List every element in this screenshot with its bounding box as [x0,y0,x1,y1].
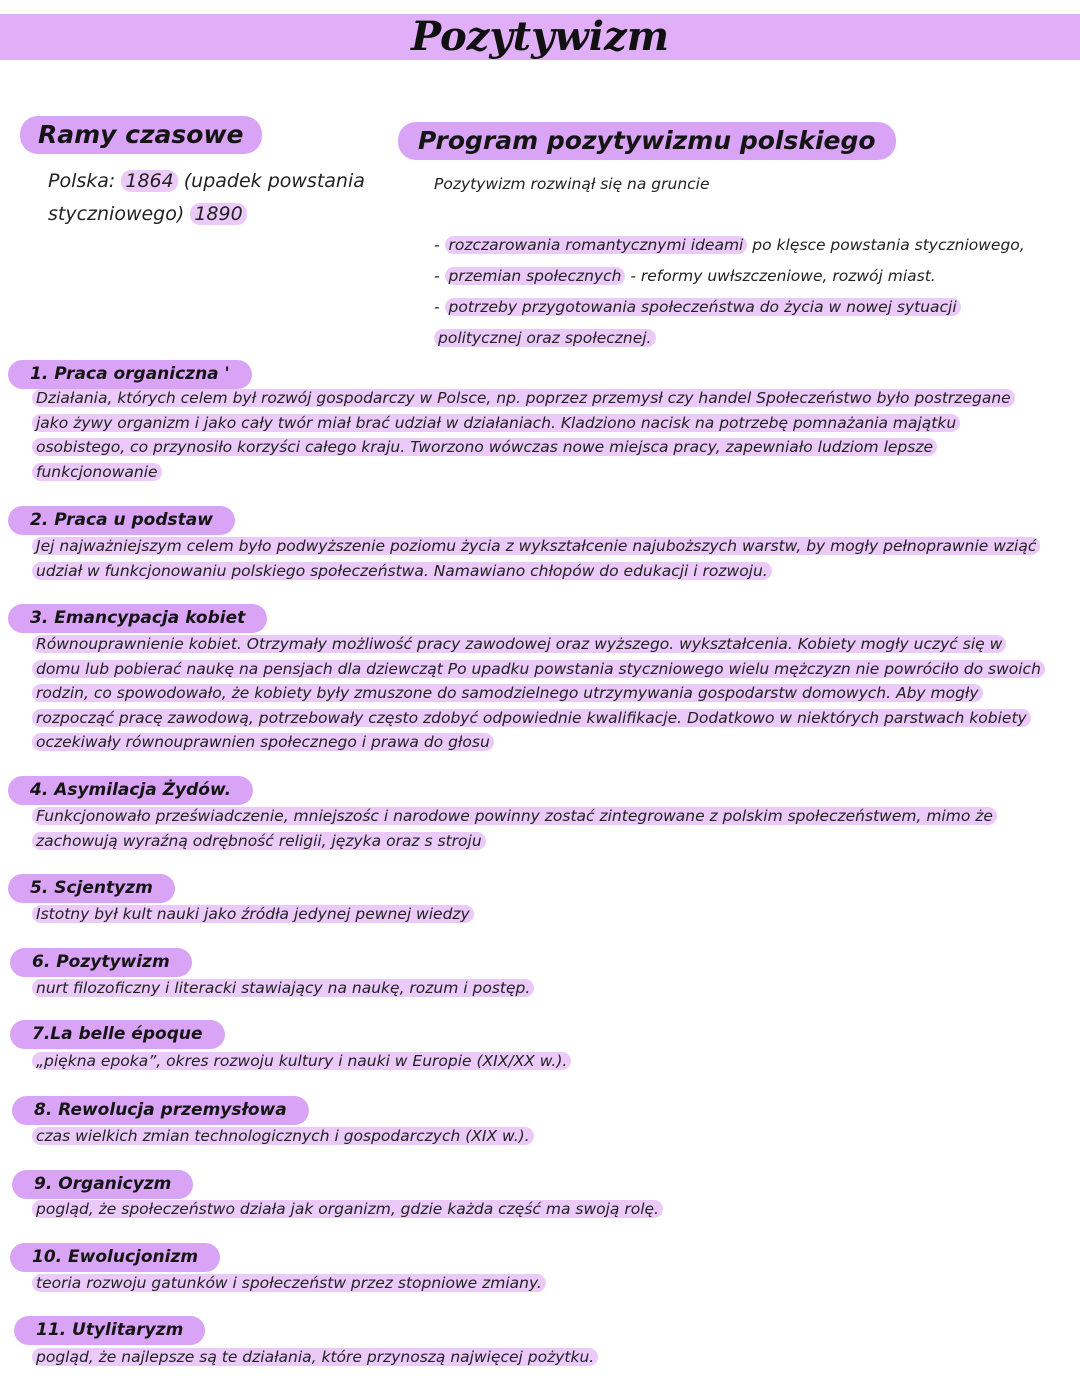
program-item: - potrzeby przygotowania społeczeństwa do życia w nowej sytuacji [434,292,1025,323]
section-text-praca-organiczna: Działania, których celem był rozwój gospodarczy w Polsce, np. poprzez przemysł czy handel Społeczeństwo było postrzegane jako żywy organizm i jako cały twór miał brać udział w działaniach. Kladziono nacisk na potrzebę pomnażania majątku osobistego, co przynosiło korzyści całego kraju. Tworzono wówczas nowe miejsca pracy, zapewniało ludziom lepsze funkcjonowanie [32,386,1042,484]
section-heading-organicyzm: 9. Organicyzm [12,1170,193,1199]
section-heading-emancypacja: 3. Emancypacja kobiet [8,604,267,633]
timeframe-heading: Ramy czasowe [20,116,262,154]
start-year: 1864 [121,170,177,192]
end-year: 1890 [190,203,246,225]
page-title: Pozytywizm [410,13,670,60]
section-heading-asymilacja: 4. Asymilacja Żydów. [8,776,253,805]
section-text-utylitaryzm: pogląd, że najlepsze są te działania, które przynoszą najwięcej pożytku. [32,1345,1042,1370]
section-heading-pozytywizm: 6. Pozytywizm [10,948,192,977]
section-text-organicyzm: pogląd, że społeczeństwo działa jak organizm, gdzie każda część ma swoją rolę. [32,1197,1042,1222]
section-heading-ewolucjonizm: 10. Ewolucjonizm [10,1243,220,1272]
timeframe-text [48,165,388,231]
section-text-emancypacja: Równouprawnienie kobiet. Otrzymały możliwość pracy zawodowej oraz wyższego. wykształcenia. Kobiety mogły uczyć się w domu lub pobierać naukę na pensjach dla dziewcząt Po upadku powstania styczniowego wielu mężczyzn nie powróciło do swoich rodzin, co spowodowało, że kobiety były zmuszone do samodzielnego utrzymywania gospodarstw domowych. Aby mogły rozpocząć pracę zawodową, potrzebowały często zdobyć odpowiednie kwalifikacje. Dodatkowo w niektórych parstwach kobiety oczekiwały równouprawnien społecznego i prawa do głosu [32,632,1042,755]
section-text-rewolucja: czas wielkich zmian technologicznych i gospodarczych (XIX w.). [32,1124,1042,1149]
program-item-cont: politycznej oraz społecznej. [434,323,1025,354]
section-text-asymilacja: Funkcjonowało przeświadczenie, mniejszośc i narodowe powinny zostać zintegrowane z polskim społeczeństwem, mimo że zachowują wyraźną odrębność religii, języka oraz s stroju [32,804,1042,853]
section-heading-scjentyzm: 5. Scjentyzm [8,874,175,903]
section-heading-rewolucja: 8. Rewolucja przemysłowa [12,1096,309,1125]
section-text-ewolucjonizm: teoria rozwoju gatunków i społeczeństw przez stopniowe zmiany. [32,1271,1042,1296]
timeframe-event: (upadek powstania [177,170,365,192]
program-intro: Pozytywizm rozwinął się na gruncie [434,175,710,193]
section-text-pozytywizm: nurt filozoficzny i literacki stawiający na naukę, rozum i postęp. [32,976,1042,1001]
program-heading: Program pozytywizmu polskiego [398,122,896,160]
program-item: - rozczarowania romantycznymi ideami po klęsce powstania styczniowego, [434,236,1025,254]
program-list [434,230,1025,354]
timeframe-prefix: Polska: [48,170,122,192]
section-text-belle-epoque: „piękna epoka”, okres rozwoju kultury i nauki w Europie (XIX/XX w.). [32,1049,1042,1074]
section-heading-praca-organiczna: 1. Praca organiczna ' [8,360,252,389]
section-text-praca-u-podstaw: Jej najważniejszym celem było podwyższenie poziomu życia z wykształcenie najuboższych warstw, by mogły pełnoprawnie wziąć udział w funkcjonowaniu polskiego społeczeństwa. Namawiano chłopów do edukacji i rozwoju. [32,534,1042,583]
section-text-scjentyzm: Istotny był kult nauki jako źródła jedynej pewnej wiedzy [32,902,1042,927]
section-heading-utylitaryzm: 11. Utylitaryzm [14,1316,205,1345]
section-heading-belle-epoque: 7.La belle époque [10,1020,225,1049]
program-item: - przemian społecznych - reformy uwłszczeniowe, rozwój miast. [434,267,936,285]
section-heading-praca-u-podstaw: 2. Praca u podstaw [8,506,235,535]
timeframe-event-cont: styczniowego) [48,203,185,225]
